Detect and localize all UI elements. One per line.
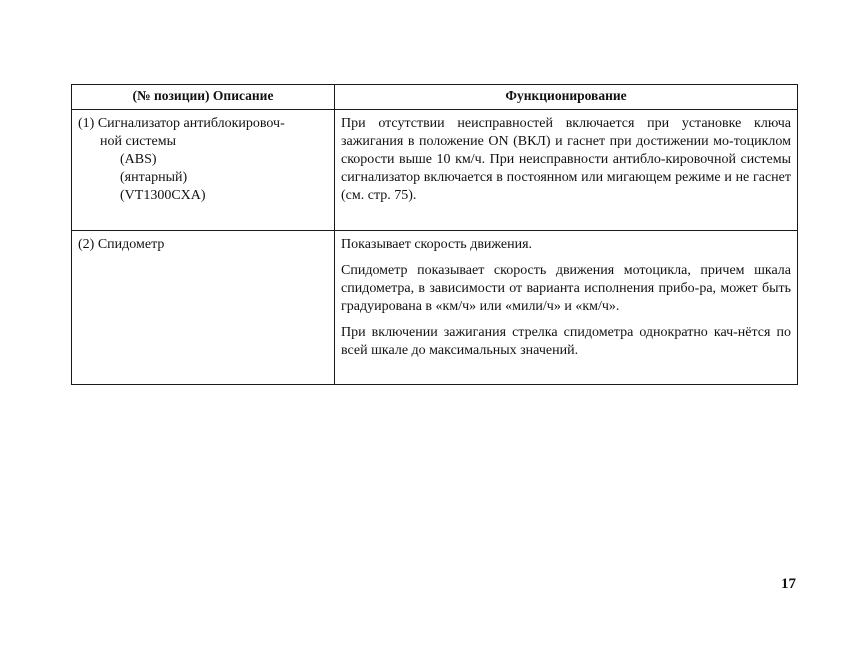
- description-cell: [72, 231, 335, 385]
- table-header-row: [72, 85, 798, 110]
- item-sub-line: (ABS): [120, 152, 157, 167]
- table-row: [72, 110, 798, 231]
- item-title: (1) Сигнализатор антиблокировоч- ной системы: [78, 116, 285, 149]
- item-title: (2) Спидометр: [78, 237, 165, 252]
- page-number: 17: [781, 576, 796, 592]
- table-row: [72, 231, 798, 385]
- function-paragraph: Показывает скорость движения.: [341, 237, 533, 252]
- header-description: (№ позиции) Описание: [72, 85, 335, 110]
- item-sub-line: (янтарный): [120, 170, 188, 185]
- function-cell: [335, 231, 798, 385]
- header-function: Функционирование: [335, 85, 798, 110]
- item-sub-line: (VT1300CXA): [120, 188, 206, 203]
- description-cell: [72, 110, 335, 231]
- function-table: [71, 84, 798, 385]
- function-paragraph: При включении зажигания стрелка спидометра однократно кач-нётся по всей шкале до максимальных значений.: [341, 325, 791, 358]
- function-paragraph: Спидометр показывает скорость движения мотоцикла, причем шкала спидометра, в зависимости от варианта исполнения прибо-ра, может быть градуирована в «км/ч» или «мили/ч» и «км/ч».: [341, 263, 791, 314]
- function-paragraph: При отсутствии неисправностей включается при установке ключа зажигания в положение ON (ВКЛ) и гаснет при достижении мо-тоциклом скорости выше 10 км/ч. При неисправности антибло-кировочной системы сигнализатор включается в постоянном или мигающем режиме и не гаснет (см. стр. 75).: [341, 116, 791, 203]
- function-cell: [335, 110, 798, 231]
